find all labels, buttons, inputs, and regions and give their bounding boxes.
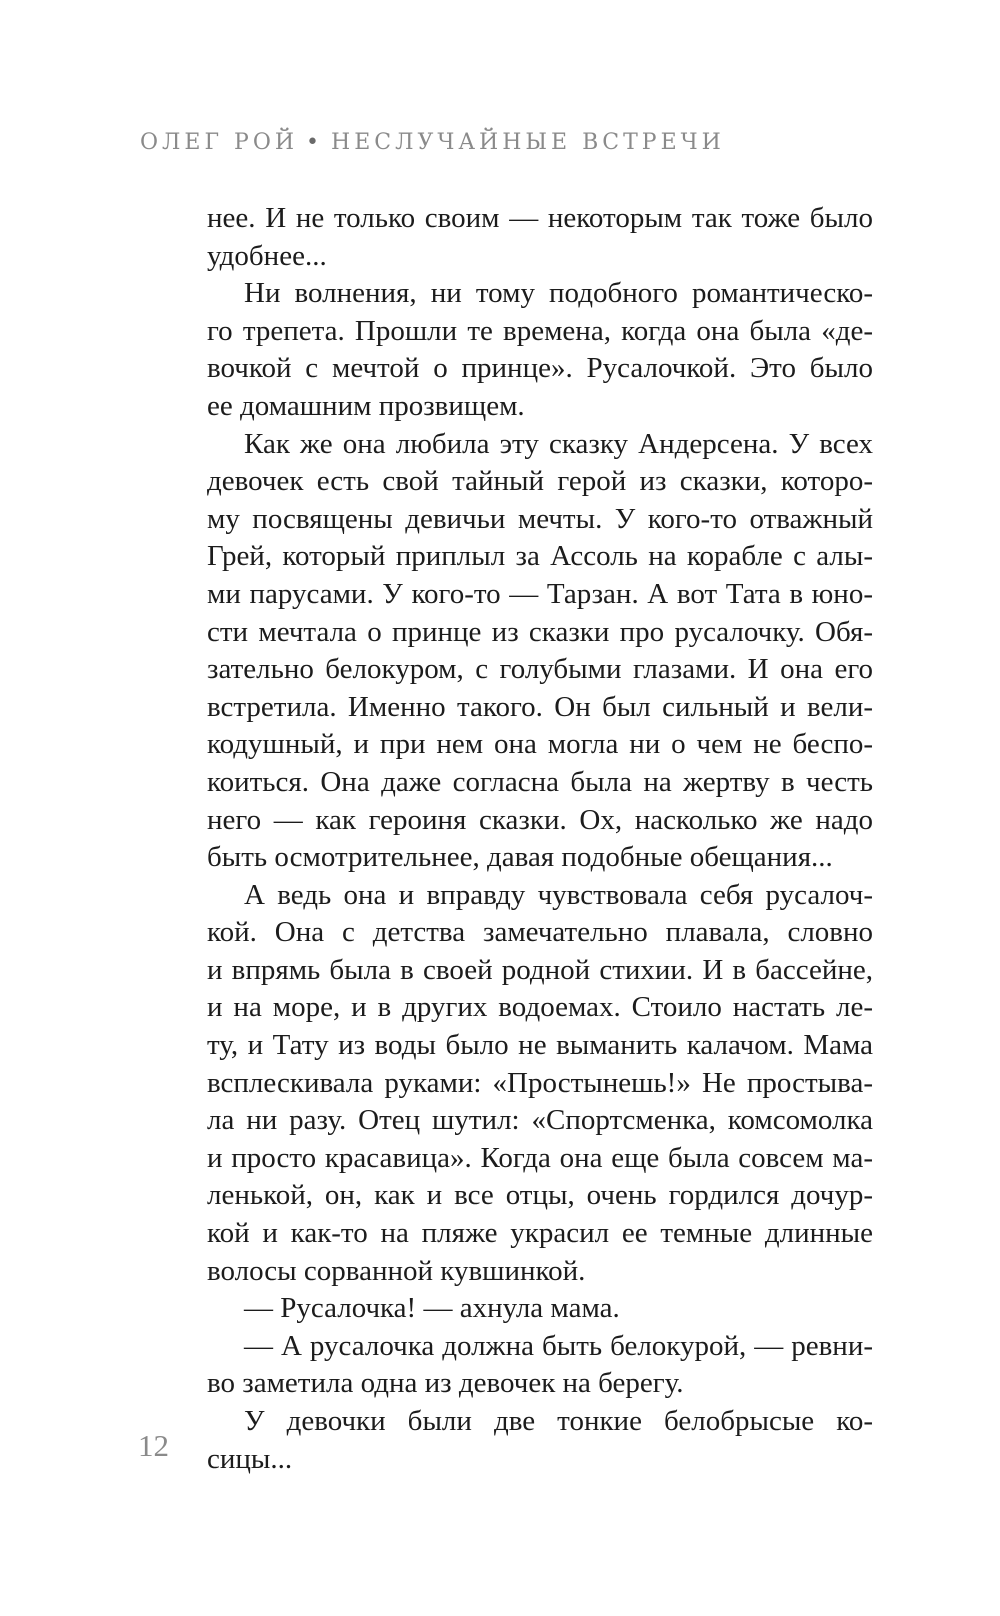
running-header — [140, 130, 725, 155]
text-line: удобнее... — [207, 239, 327, 272]
text-line: сти мечтала о принце из сказки про русалочку. Обя- — [207, 615, 873, 648]
text-line: Как же она любила эту сказку Андерсена. У всех — [244, 427, 873, 460]
text-line: встретила. Именно такого. Он был сильный и вели- — [207, 690, 873, 723]
text-line: ту, и Тату из воды было не выманить калачом. Мама — [207, 1029, 873, 1062]
text-line: девочек есть свой тайный герой из сказки, которо- — [207, 465, 873, 498]
text-line: кой и как-то на пляже украсил ее темные длинные — [207, 1217, 873, 1250]
text-line: него — как героиня сказки. Ох, насколько же надо — [207, 803, 873, 836]
page-number: 12 — [138, 1428, 169, 1463]
text-line: ленькой, он, как и все отцы, очень гордился дочур- — [207, 1179, 873, 1212]
text-line: нее. И не только своим — некоторым так тоже было — [207, 202, 873, 234]
text-line: Грей, который приплыл за Ассоль на корабле с алы- — [207, 540, 873, 573]
header-book-title: НЕСЛУЧАЙНЫЕ ВСТРЕЧИ — [331, 130, 725, 155]
text-line: ми парусами. У кого-то — Тарзан. А вот Тата в юно- — [207, 577, 873, 610]
text-line: вочкой с мечтой о принце». Русалочкой. Это было — [207, 352, 873, 385]
text-line: А ведь она и вправду чувствовала себя русалоч- — [244, 878, 873, 911]
text-line: всплескивала руками: «Простынешь!» Не простыва- — [207, 1066, 873, 1099]
header-separator: • — [306, 130, 324, 155]
text-line: кодушный, и при нем она могла ни о чем не беспо- — [207, 728, 873, 761]
text-line: и просто красавица». Когда она еще была совсем ма- — [207, 1141, 873, 1174]
text-line: зательно белокуром, с голубыми глазами. И она его — [207, 653, 873, 686]
text-line: Ни волнения, ни тому подобного романтическо- — [244, 277, 873, 310]
text-line: и впрямь была в своей родной стихии. И в бассейне, — [207, 953, 873, 986]
text-line: ла ни разу. Отец шутил: «Спортсменка, комсомолка — [207, 1104, 873, 1137]
text-line: го трепета. Прошли те времена, когда она была «де- — [207, 314, 873, 347]
text-line: — А русалочка должна быть белокурой, — ревни- — [244, 1329, 873, 1362]
text-line: волосы сорванной кувшинкой. — [207, 1254, 586, 1287]
text-line: во заметила одна из девочек на берегу. — [207, 1367, 684, 1400]
header-author: ОЛЕГ РОЙ — [140, 130, 299, 155]
body-text — [207, 200, 873, 1478]
text-line: — Русалочка! — ахнула мама. — [244, 1292, 620, 1325]
text-line: ее домашним прозвищем. — [207, 389, 525, 422]
text-line: и на море, и в других водоемах. Стоило настать ле- — [207, 991, 873, 1024]
text-line: му посвящены девичьи мечты. У кого-то отважный — [207, 502, 873, 535]
text-line: кой. Она с детства замечательно плавала, словно — [207, 916, 873, 949]
text-line: коиться. Она даже согласна была на жертву в честь — [207, 765, 873, 798]
text-line: быть осмотрительнее, давая подобные обещания... — [207, 841, 833, 874]
text-line: сицы... — [207, 1442, 293, 1475]
text-line: У девочки были две тонкие белобрысые ко- — [244, 1405, 873, 1437]
